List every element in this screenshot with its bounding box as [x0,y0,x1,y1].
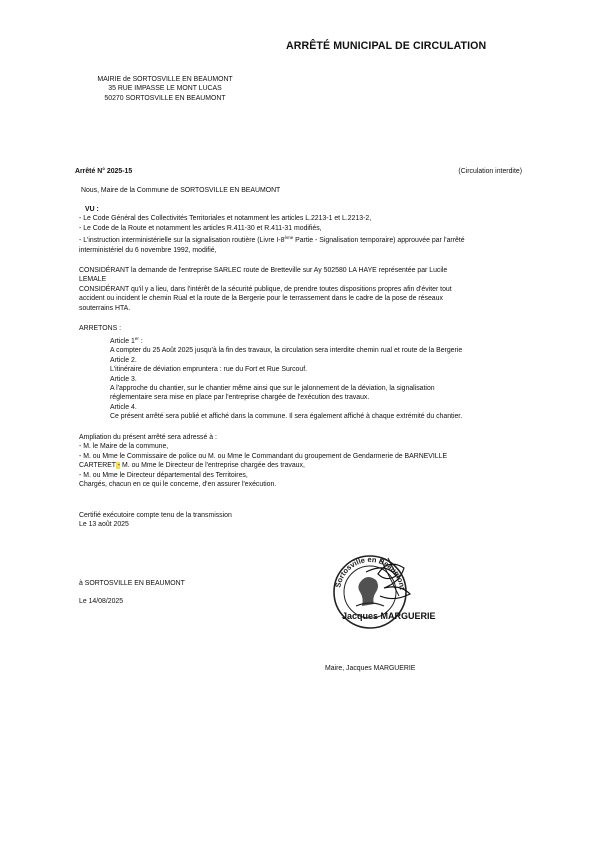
ampliation-line-carteret: CARTERET - M. ou Mme le Directeur de l'entreprise chargée des travaux, [79,462,305,470]
arretons-heading: ARRETONS : [79,325,121,332]
vu-section [79,205,465,255]
article-line: A compter du 25 Août 2025 jusqu'à la fin des travaux, la circulation sera interdite chemin rual et route de la Bergerie [110,347,463,355]
vu-line: - Le Code Général des Collectivités Territoriales et notamment les articles L.2213-1 et L.2213-2, [79,215,372,223]
ampliation-heading: Ampliation du présent arrêté sera adressé à : [79,434,217,441]
intro-line: Nous, Maire de la Commune de SORTOSVILLE EN BEAUMONT [81,187,281,194]
vu-line: - Le Code de la Route et notamment les articles R.411-30 et R.411-31 modifiés, [79,224,322,232]
document-title: ARRÊTÉ MUNICIPAL DE CIRCULATION [286,40,487,52]
stamp-signature-name: Jacques MARGUERIE [342,611,436,621]
highlight-mark: - [115,462,121,470]
certifie-date: Le 13 août 2025 [79,521,129,529]
article-line: réglementaire sera mise en place par l'entreprise chargée de l'exécution des travaux. [110,394,370,402]
vu-line-instruction: - L'instruction interministérielle sur la signalisation routière (Livre I-8ème Partie - Signalisation temporaire) approuvée par l'arrêté [79,235,465,245]
vu-heading: VU : [85,206,99,213]
considerant-line: CONSIDÉRANT la demande de l'entreprise SARLEC route de Bretteville sur Ay 502580 LA HAYE représentée par Lucile [79,267,448,274]
article-line: Article 3. [110,375,137,383]
considerant-line: souterrains HTA. [79,304,131,312]
ampliation-line: - M. ou Mme le Commissaire de police ou M. ou Mme le Commandant du groupement de Gendarmerie de BARNEVILLE [79,452,448,460]
signatory: Maire, Jacques MARGUERIE [325,665,416,672]
ampliation-line: Chargés, chacun en ce qui le concerne, d'en assurer l'exécution. [79,481,277,489]
ampliation-line: - M. ou Mme le Directeur départemental des Territoires, [79,471,248,479]
mairie-address [60,75,270,103]
vu-line: interministériel du 6 novembre 1992, modifié, [79,246,217,254]
considerant-line: LEMALE [79,276,107,284]
address-line: MAIRIE de SORTOSVILLE EN BEAUMONT [97,76,233,83]
certifie-section [79,511,232,530]
article-line: Ce présent arrêté sera publié et affiché dans la commune. Il sera également affiché à chaque extrémité du chantier. [110,413,463,421]
ampliation-section [79,433,447,489]
signature-date: Le 14/08/2025 [79,598,124,605]
mairie-stamp [326,548,436,632]
considerant-section [79,266,452,313]
arrete-type: (Circulation interdite) [458,168,522,175]
considerant-line: accident ou incident le chemin Rual et la route de la Bergerie pour le terrassement dans le cadre de la pose de réseaux [79,295,443,303]
signature-place: à SORTOSVILLE EN BEAUMONT [79,580,185,587]
arrete-number: Arrêté N° 2025-15 [75,168,133,175]
certifie-line: Certifié exécutoire compte tenu de la transmission [79,512,232,519]
article-line: Article 4. [110,403,137,411]
article-line: Article 2. [110,356,137,364]
ampliation-line: - M. le Maire de la commune, [79,443,169,451]
article-line: A l'approche du chantier, sur le chantier même ainsi que sur le jalonnement de la déviation, la signalisation [110,385,435,393]
considerant-line: CONSIDÉRANT qu'il y a lieu, dans l'intérêt de la sécurité publique, de prendre toutes dispositions propres afin d'éviter tout [79,285,452,293]
stamp-ring-text: Sortosville en Beaumont [333,554,407,591]
address-line: 35 RUE IMPASSE LE MONT LUCAS [108,85,222,93]
address-line: 50270 SORTOSVILLE EN BEAUMONT [104,94,226,102]
articles-section [110,334,462,422]
article-1-label: Article 1er : [110,336,143,345]
article-line: L'itinéraire de déviation empruntera : rue du Fort et Rue Surcouf. [110,366,308,374]
